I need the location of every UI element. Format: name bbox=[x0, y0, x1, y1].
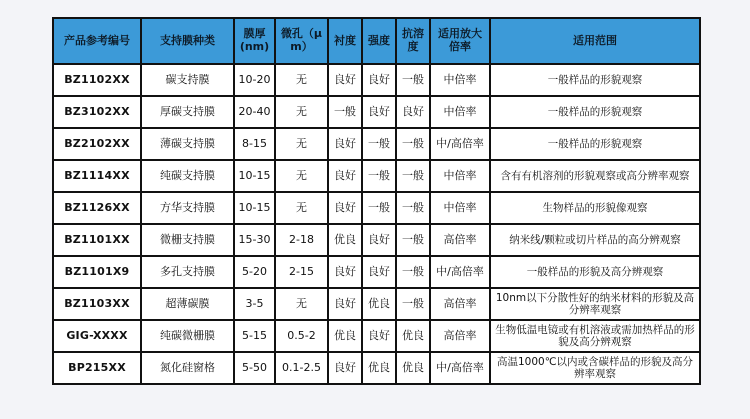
cell-contrast: 一般 bbox=[328, 96, 362, 128]
cell-thickness: 5-50 bbox=[234, 352, 275, 384]
table-row bbox=[53, 224, 700, 256]
cell-contrast: 优良 bbox=[328, 320, 362, 352]
cell-film-type: 纯碳支持膜 bbox=[141, 160, 234, 192]
cell-solvent-resistance: 一般 bbox=[396, 128, 430, 160]
header-product-code: 产品参考编号 bbox=[53, 18, 141, 64]
header-magnification: 适用放大 倍率 bbox=[430, 18, 490, 64]
table-body bbox=[53, 64, 700, 384]
cell-micropore: 0.1-2.5 bbox=[275, 352, 328, 384]
cell-solvent-resistance: 一般 bbox=[396, 256, 430, 288]
header-micropore: 微孔（μ m） bbox=[275, 18, 328, 64]
cell-solvent-resistance: 一般 bbox=[396, 288, 430, 320]
header-thickness: 膜厚 (nm) bbox=[234, 18, 275, 64]
cell-product-code: BZ1114XX bbox=[53, 160, 141, 192]
cell-contrast: 良好 bbox=[328, 288, 362, 320]
cell-micropore: 无 bbox=[275, 288, 328, 320]
cell-product-code: GIG-XXXX bbox=[53, 320, 141, 352]
cell-contrast: 良好 bbox=[328, 128, 362, 160]
cell-application: 生物低温电镜或有机溶液或需加热样品的形貌及高分辨观察 bbox=[490, 320, 700, 352]
cell-contrast: 良好 bbox=[328, 352, 362, 384]
cell-product-code: BZ3102XX bbox=[53, 96, 141, 128]
table-row bbox=[53, 192, 700, 224]
cell-application: 一般样品的形貌及高分辨观察 bbox=[490, 256, 700, 288]
cell-application: 含有有机溶剂的形貌观察或高分辨率观察 bbox=[490, 160, 700, 192]
table-row bbox=[53, 352, 700, 384]
cell-micropore: 无 bbox=[275, 128, 328, 160]
cell-product-code: BZ2102XX bbox=[53, 128, 141, 160]
table-row bbox=[53, 64, 700, 96]
cell-film-type: 多孔支持膜 bbox=[141, 256, 234, 288]
cell-solvent-resistance: 一般 bbox=[396, 160, 430, 192]
cell-strength: 良好 bbox=[362, 320, 396, 352]
cell-micropore: 2-15 bbox=[275, 256, 328, 288]
cell-micropore: 2-18 bbox=[275, 224, 328, 256]
cell-film-type: 纯碳微栅膜 bbox=[141, 320, 234, 352]
cell-strength: 一般 bbox=[362, 160, 396, 192]
cell-micropore: 无 bbox=[275, 160, 328, 192]
header-solvent-resistance: 抗溶 度 bbox=[396, 18, 430, 64]
cell-film-type: 氮化硅窗格 bbox=[141, 352, 234, 384]
cell-strength: 良好 bbox=[362, 96, 396, 128]
support-film-spec-table bbox=[52, 17, 701, 385]
table-row bbox=[53, 256, 700, 288]
cell-magnification: 高倍率 bbox=[430, 224, 490, 256]
header-application: 适用范围 bbox=[490, 18, 700, 64]
cell-strength: 良好 bbox=[362, 256, 396, 288]
cell-magnification: 中倍率 bbox=[430, 96, 490, 128]
cell-magnification: 中倍率 bbox=[430, 192, 490, 224]
cell-film-type: 厚碳支持膜 bbox=[141, 96, 234, 128]
cell-micropore: 无 bbox=[275, 64, 328, 96]
cell-product-code: BZ1101XX bbox=[53, 224, 141, 256]
cell-solvent-resistance: 良好 bbox=[396, 96, 430, 128]
cell-strength: 良好 bbox=[362, 224, 396, 256]
cell-solvent-resistance: 一般 bbox=[396, 64, 430, 96]
cell-strength: 一般 bbox=[362, 192, 396, 224]
header-strength: 强度 bbox=[362, 18, 396, 64]
cell-product-code: BZ1102XX bbox=[53, 64, 141, 96]
cell-magnification: 中/高倍率 bbox=[430, 128, 490, 160]
cell-application: 一般样品的形貌观察 bbox=[490, 96, 700, 128]
spec-table-container bbox=[52, 17, 699, 385]
cell-solvent-resistance: 一般 bbox=[396, 192, 430, 224]
cell-thickness: 20-40 bbox=[234, 96, 275, 128]
cell-solvent-resistance: 一般 bbox=[396, 224, 430, 256]
cell-strength: 优良 bbox=[362, 288, 396, 320]
cell-contrast: 良好 bbox=[328, 160, 362, 192]
cell-magnification: 高倍率 bbox=[430, 288, 490, 320]
cell-magnification: 中倍率 bbox=[430, 160, 490, 192]
cell-thickness: 3-5 bbox=[234, 288, 275, 320]
cell-thickness: 5-20 bbox=[234, 256, 275, 288]
cell-product-code: BP215XX bbox=[53, 352, 141, 384]
cell-film-type: 方华支持膜 bbox=[141, 192, 234, 224]
cell-application: 纳米线/颗粒或切片样品的高分辨观察 bbox=[490, 224, 700, 256]
cell-magnification: 中/高倍率 bbox=[430, 352, 490, 384]
cell-magnification: 中/高倍率 bbox=[430, 256, 490, 288]
cell-micropore: 0.5-2 bbox=[275, 320, 328, 352]
cell-thickness: 10-20 bbox=[234, 64, 275, 96]
cell-solvent-resistance: 优良 bbox=[396, 320, 430, 352]
cell-film-type: 碳支持膜 bbox=[141, 64, 234, 96]
cell-contrast: 优良 bbox=[328, 224, 362, 256]
header-film-type: 支持膜种类 bbox=[141, 18, 234, 64]
cell-strength: 一般 bbox=[362, 128, 396, 160]
cell-application: 高温1000℃以内或含碳样品的形貌及高分辨率观察 bbox=[490, 352, 700, 384]
cell-contrast: 良好 bbox=[328, 192, 362, 224]
table-row bbox=[53, 160, 700, 192]
cell-micropore: 无 bbox=[275, 96, 328, 128]
cell-micropore: 无 bbox=[275, 192, 328, 224]
cell-thickness: 8-15 bbox=[234, 128, 275, 160]
cell-product-code: BZ1103XX bbox=[53, 288, 141, 320]
cell-product-code: BZ1126XX bbox=[53, 192, 141, 224]
cell-application: 一般样品的形貌观察 bbox=[490, 64, 700, 96]
cell-solvent-resistance: 优良 bbox=[396, 352, 430, 384]
cell-film-type: 超薄碳膜 bbox=[141, 288, 234, 320]
header-contrast: 衬度 bbox=[328, 18, 362, 64]
cell-application: 10nm以下分散性好的纳米材料的形貌及高分辨率观察 bbox=[490, 288, 700, 320]
cell-application: 生物样品的形貌像观察 bbox=[490, 192, 700, 224]
cell-product-code: BZ1101X9 bbox=[53, 256, 141, 288]
cell-magnification: 中倍率 bbox=[430, 64, 490, 96]
cell-contrast: 良好 bbox=[328, 256, 362, 288]
cell-thickness: 10-15 bbox=[234, 160, 275, 192]
cell-contrast: 良好 bbox=[328, 64, 362, 96]
table-row bbox=[53, 96, 700, 128]
cell-strength: 优良 bbox=[362, 352, 396, 384]
table-row bbox=[53, 320, 700, 352]
cell-film-type: 微栅支持膜 bbox=[141, 224, 234, 256]
cell-thickness: 5-15 bbox=[234, 320, 275, 352]
cell-application: 一般样品的形貌观察 bbox=[490, 128, 700, 160]
cell-strength: 良好 bbox=[362, 64, 396, 96]
cell-thickness: 10-15 bbox=[234, 192, 275, 224]
table-header-row bbox=[53, 18, 700, 64]
cell-magnification: 高倍率 bbox=[430, 320, 490, 352]
cell-film-type: 薄碳支持膜 bbox=[141, 128, 234, 160]
table-row bbox=[53, 128, 700, 160]
cell-thickness: 15-30 bbox=[234, 224, 275, 256]
table-row bbox=[53, 288, 700, 320]
